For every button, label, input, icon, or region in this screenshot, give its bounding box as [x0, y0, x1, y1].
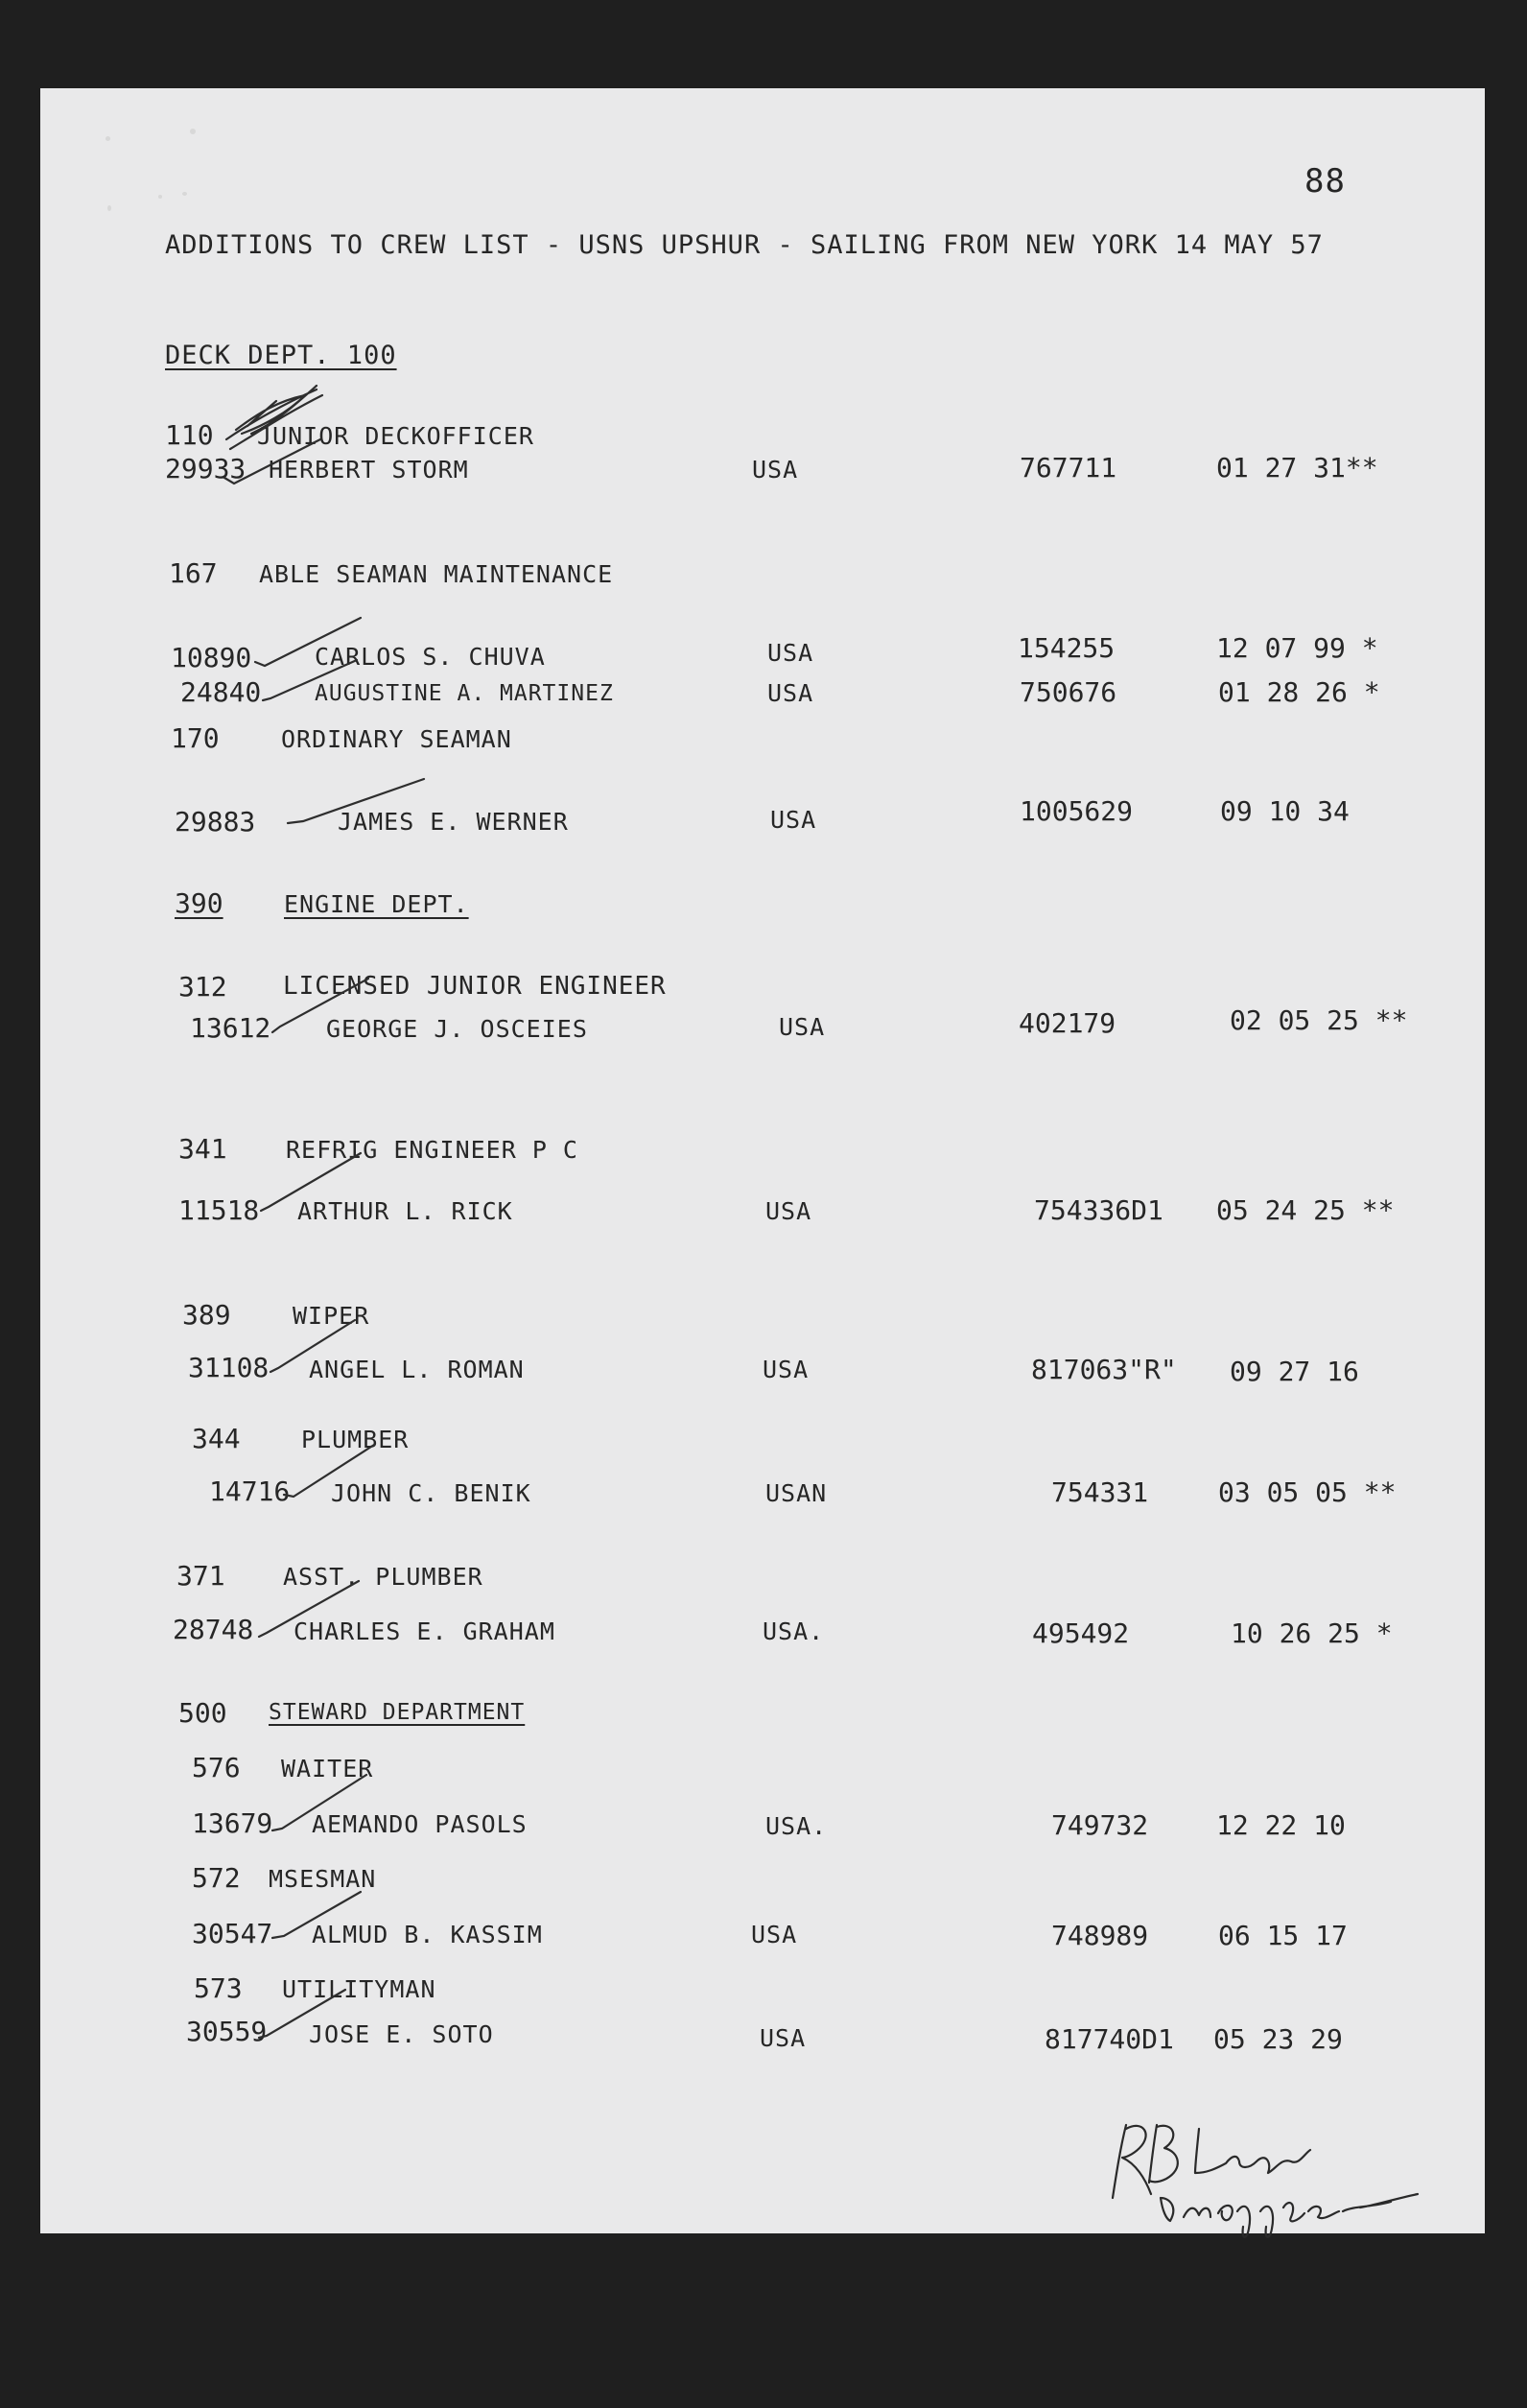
- crew-number: 13679: [192, 1807, 273, 1839]
- crew-number: 24840: [180, 676, 262, 708]
- crew-birth-date: 02 05 25 **: [1230, 1004, 1408, 1036]
- crew-number: 30559: [186, 2016, 268, 2047]
- crew-document-number: 748989: [1051, 1920, 1149, 1951]
- crew-document-number: 495492: [1032, 1617, 1130, 1649]
- position-code: 341: [178, 1133, 227, 1165]
- position-title: LICENSED JUNIOR ENGINEER: [283, 972, 667, 1001]
- position-code: 572: [192, 1862, 241, 1894]
- position-title: PLUMBER: [301, 1426, 410, 1453]
- page-title: ADDITIONS TO CREW LIST - USNS UPSHUR - SAILING FROM NEW YORK 14 MAY 57: [165, 230, 1324, 260]
- crew-document-number: 817740D1: [1045, 2023, 1174, 2055]
- crew-document-number: 154255: [1018, 632, 1116, 664]
- scan-speck: [158, 195, 162, 199]
- crew-number: 11518: [178, 1194, 260, 1226]
- crew-birth-date: 05 24 25 **: [1216, 1194, 1395, 1226]
- crew-document-number: 817063"R": [1031, 1354, 1177, 1385]
- crew-nationality: USA: [770, 806, 817, 834]
- crew-name: CHARLES E. GRAHAM: [294, 1617, 555, 1645]
- crew-name: ALMUD B. KASSIM: [312, 1921, 543, 1948]
- crew-number: 31108: [188, 1352, 270, 1383]
- scan-speck: [182, 192, 187, 196]
- crew-nationality: USA: [752, 456, 799, 484]
- crew-birth-date: 09 10 34: [1220, 795, 1350, 827]
- steward-dept-heading: STEWARD DEPARTMENT: [269, 1700, 526, 1725]
- position-code: 389: [182, 1299, 231, 1331]
- position-code: 573: [194, 1972, 243, 2004]
- scan-speck: [190, 129, 196, 134]
- crew-number: 28748: [173, 1614, 254, 1645]
- crew-name: AEMANDO PASOLS: [312, 1810, 528, 1838]
- crew-birth-date: 09 27 16: [1230, 1356, 1359, 1387]
- crew-number: 29883: [175, 806, 256, 838]
- position-title: MSESMAN: [269, 1865, 377, 1893]
- crew-document-number: 754331: [1051, 1476, 1149, 1508]
- position-code: 167: [169, 557, 218, 589]
- crew-document-number: 749732: [1051, 1809, 1149, 1841]
- page-number: 88: [1304, 162, 1346, 201]
- crew-document-number: 754336D1: [1034, 1194, 1163, 1226]
- position-title: ABLE SEAMAN MAINTENANCE: [259, 560, 614, 588]
- crew-name: HERBERT STORM: [269, 456, 469, 484]
- crew-number: 13612: [190, 1012, 271, 1044]
- crew-document-number: 750676: [1020, 676, 1117, 708]
- deck-dept-heading: DECK DEPT. 100: [165, 341, 397, 370]
- position-code: 371: [176, 1560, 225, 1592]
- crew-name: JOSE E. SOTO: [309, 2020, 494, 2048]
- crew-name: JAMES E. WERNER: [338, 808, 569, 836]
- engine-dept-heading: ENGINE DEPT.: [284, 890, 469, 918]
- crew-document-number: 767711: [1020, 452, 1117, 484]
- crew-nationality: USA.: [765, 1812, 828, 1840]
- crew-nationality: USA: [767, 639, 814, 667]
- crew-number: 10890: [171, 642, 252, 673]
- position-title: WIPER: [293, 1302, 370, 1330]
- crew-birth-date: 06 15 17: [1218, 1920, 1348, 1951]
- crew-name: AUGUSTINE A. MARTINEZ: [315, 681, 614, 706]
- crew-nationality: USA.: [763, 1617, 825, 1645]
- crew-nationality: USA: [779, 1013, 826, 1041]
- crew-birth-date: 05 23 29: [1213, 2023, 1343, 2055]
- crew-nationality: USA: [767, 679, 814, 707]
- crew-birth-date: 01 28 26 *: [1218, 676, 1380, 708]
- crew-nationality: USA: [765, 1197, 812, 1225]
- position-title: JUNIOR DECKOFFICER: [257, 422, 534, 450]
- crew-name: ARTHUR L. RICK: [297, 1197, 513, 1225]
- scan-speck: [106, 136, 110, 141]
- scan-speck: [107, 205, 111, 211]
- crew-document-number: 402179: [1019, 1007, 1116, 1039]
- crew-birth-date: 12 22 10: [1216, 1809, 1346, 1841]
- crew-birth-date: 12 07 99 *: [1216, 632, 1378, 664]
- position-title: UTILITYMAN: [282, 1975, 436, 2003]
- position-title: WAITER: [281, 1755, 374, 1782]
- crew-birth-date: 10 26 25 *: [1231, 1617, 1393, 1649]
- crew-name: GEORGE J. OSCEIES: [326, 1015, 588, 1043]
- position-code: 170: [171, 722, 220, 754]
- crew-number: 30547: [192, 1918, 273, 1949]
- crew-nationality: USA: [751, 1921, 798, 1948]
- crew-name: ANGEL L. ROMAN: [309, 1356, 525, 1383]
- position-title: REFRIG ENGINEER P C: [286, 1136, 578, 1164]
- position-code: 110: [165, 419, 214, 451]
- crew-number: 14716: [209, 1475, 291, 1507]
- crew-number: 29933: [165, 453, 247, 484]
- crew-name: CARLOS S. CHUVA: [315, 643, 546, 671]
- crew-birth-date: 01 27 31**: [1216, 452, 1378, 484]
- engine-dept-code: 390: [175, 887, 223, 919]
- document-page: [40, 88, 1485, 2233]
- steward-dept-code: 500: [178, 1697, 227, 1729]
- crew-document-number: 1005629: [1020, 795, 1134, 827]
- crew-nationality: USA: [760, 2024, 807, 2052]
- position-code: 576: [192, 1752, 241, 1783]
- crew-nationality: USAN: [765, 1479, 828, 1507]
- crew-birth-date: 03 05 05 **: [1218, 1476, 1397, 1508]
- position-title: ASST. PLUMBER: [283, 1563, 483, 1591]
- position-code: 312: [178, 971, 227, 1003]
- position-code: 344: [192, 1423, 241, 1454]
- crew-nationality: USA: [763, 1356, 810, 1383]
- crew-name: JOHN C. BENIK: [331, 1479, 531, 1507]
- position-title: ORDINARY SEAMAN: [281, 725, 512, 753]
